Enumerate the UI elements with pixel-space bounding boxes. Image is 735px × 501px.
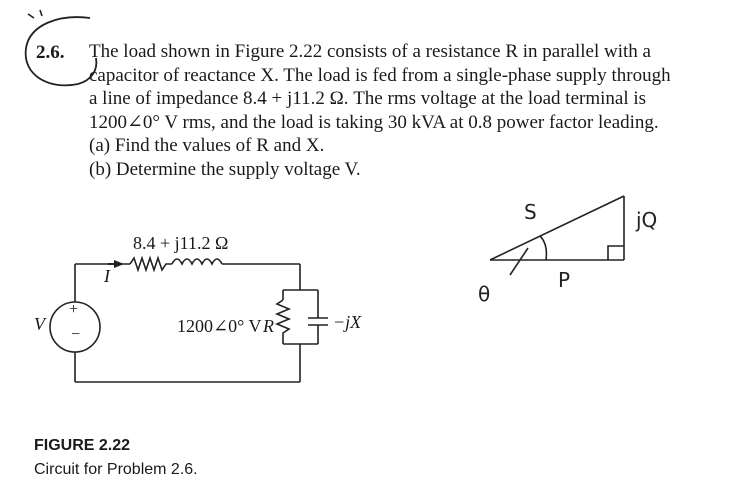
line-resistor — [130, 258, 172, 270]
source-minus-sign: − — [71, 326, 81, 343]
handwritten-jq: jQ — [636, 208, 658, 232]
theta-pointer — [510, 248, 528, 275]
line-inductor — [172, 259, 222, 264]
load-voltage-label: 1200∠0° V — [177, 316, 262, 336]
capacitor-label: −jX — [333, 312, 362, 332]
source-voltage-label: V — [34, 314, 45, 334]
problem-part-a: (a) Find the values of R and X. — [89, 135, 325, 156]
figure-caption: Circuit for Problem 2.6. — [34, 461, 198, 478]
current-arrow-icon — [114, 260, 124, 268]
load-resistor — [277, 300, 289, 344]
figure-label: FIGURE 2.22 — [34, 437, 131, 454]
problem-part-b: (b) Determine the supply voltage V. — [89, 158, 361, 180]
power-triangle — [490, 196, 624, 275]
current-label: I — [104, 266, 110, 286]
source-plus-sign: + — [69, 301, 79, 318]
angle-arc — [540, 236, 546, 260]
handwritten-tick — [28, 10, 42, 18]
line-impedance-label: 8.4 + j11.2 Ω — [133, 233, 229, 253]
problem-line-1: The load shown in Figure 2.22 consists of a resistance R in parallel with a — [89, 41, 651, 62]
handwritten-p: P — [558, 268, 571, 292]
problem-line-4: 1200∠0° V rms, and the load is taking 30 kVA at 0.8 power factor leading. — [89, 111, 659, 133]
problem-statement — [89, 40, 714, 181]
problem-line-2: capacitor of reactance X. The load is fed from a single-phase supply through — [89, 64, 671, 86]
load-resistor-label: R — [263, 316, 274, 336]
handwritten-s: S — [524, 200, 537, 224]
handwritten-theta: θ — [478, 282, 491, 306]
problem-number: 2.6. — [36, 42, 65, 63]
problem-line-3: a line of impedance 8.4 + j11.2 Ω. The rms voltage at the load terminal is — [89, 88, 647, 109]
